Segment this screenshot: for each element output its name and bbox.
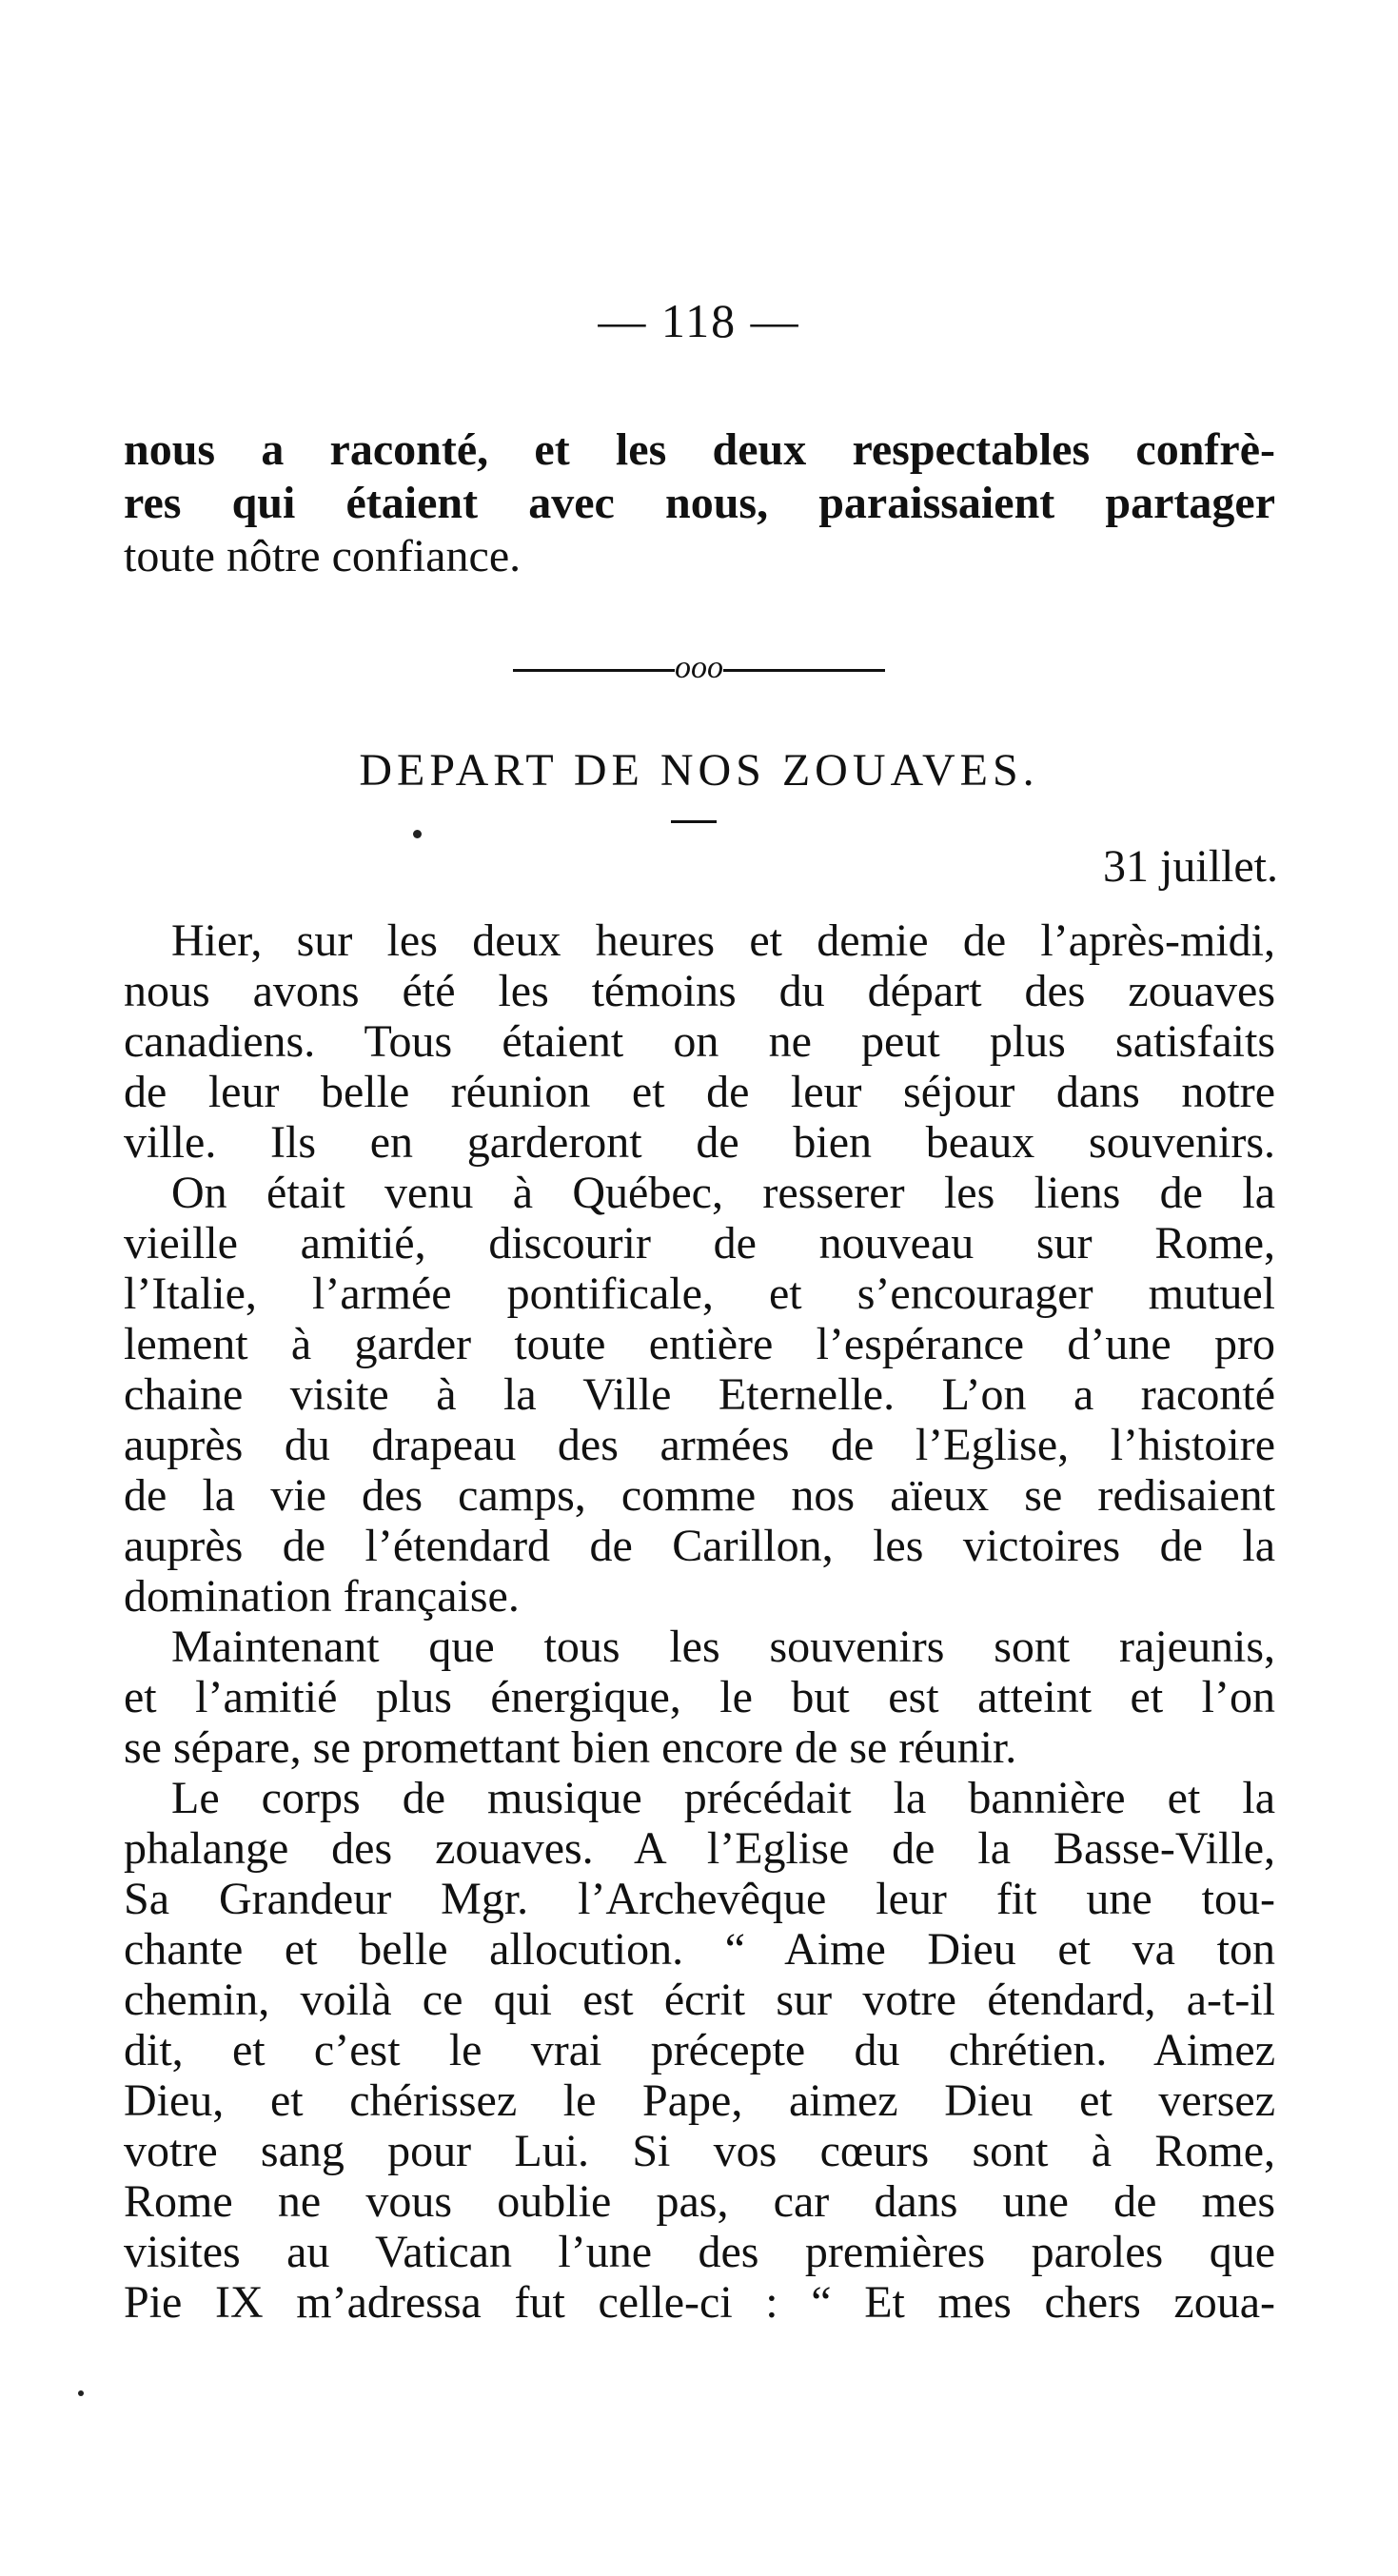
- body-line: chemin, voilà ce qui est écrit sur votre étendard, a-t-il: [124, 1975, 1275, 2025]
- body-line: Sa Grandeur Mgr. l’Archevêque leur fit une tou-: [124, 1874, 1275, 1924]
- body-line: lement à garder toute entière l’espérance d’une pro: [124, 1319, 1275, 1369]
- body-line: On était venu à Québec, resserer les liens de la: [171, 1168, 1275, 1218]
- body-line: chaine visite à la Ville Eternelle. L’on a raconté: [124, 1369, 1275, 1420]
- body-line: vieille amitié, discourir de nouveau sur Rome,: [124, 1218, 1275, 1268]
- opening-line: nous a raconté, et les deux respectables confrè-: [124, 424, 1275, 475]
- body-line: de la vie des camps, comme nos aïeux se redisaient: [124, 1470, 1275, 1521]
- body-line: de leur belle réunion et de leur séjour dans notre: [124, 1067, 1275, 1117]
- body-line: et l’amitié plus énergique, le but est atteint et l’on: [124, 1672, 1275, 1722]
- body-line: Dieu, et chérissez le Pape, aimez Dieu et versez: [124, 2075, 1275, 2126]
- print-speck: [78, 2390, 84, 2396]
- title-underline: [671, 820, 717, 823]
- entry-date: 31 juillet.: [1103, 841, 1278, 892]
- print-speck: [413, 830, 422, 838]
- opening-line: res qui étaient avec nous, paraissaient partager: [124, 478, 1275, 528]
- body-line: l’Italie, l’armée pontificale, et s’encourager mutuel: [124, 1268, 1275, 1319]
- body-line: domination française.: [124, 1571, 520, 1622]
- body-line: Le corps de musique précédait la bannière et la: [171, 1773, 1275, 1823]
- body-line: votre sang pour Lui. Si vos cœurs sont à Rome,: [124, 2126, 1275, 2176]
- body-line: chante et belle allocution. “ Aime Dieu et va ton: [124, 1924, 1275, 1975]
- body-line: se sépare, se promettant bien encore de se réunir.: [124, 1722, 1017, 1773]
- separator-rule-right: [723, 669, 885, 672]
- body-line: Maintenant que tous les souvenirs sont rajeunis,: [171, 1622, 1275, 1672]
- body-line: Hier, sur les deux heures et demie de l’après-midi,: [171, 915, 1275, 966]
- body-line: ville. Ils en garderont de bien beaux souvenirs.: [124, 1117, 1275, 1168]
- body-line: auprès du drapeau des armées de l’Eglise, l’histoire: [124, 1420, 1275, 1470]
- body-line: phalange des zouaves. A l’Eglise de la Basse-Ville,: [124, 1823, 1275, 1874]
- body-line: dit, et c’est le vrai précepte du chrétien. Aimez: [124, 2025, 1275, 2075]
- section-separator: [0, 650, 1398, 686]
- separator-ornament: ooo: [675, 650, 723, 685]
- body-line: Pie IX m’adressa fut celle-ci : “ Et mes chers zoua-: [124, 2277, 1275, 2328]
- body-line: visites au Vatican l’une des premières paroles que: [124, 2227, 1275, 2277]
- opening-line: toute nôtre confiance.: [124, 531, 522, 581]
- body-line: Rome ne vous oublie pas, car dans une de mes: [124, 2176, 1275, 2227]
- page-number: — 118 —: [598, 294, 800, 347]
- body-line: nous avons été les témoins du départ des zouaves: [124, 966, 1275, 1016]
- separator-rule-left: [513, 669, 675, 672]
- body-line: canadiens. Tous étaient on ne peut plus satisfaits: [124, 1016, 1275, 1067]
- body-line: auprès de l’étendard de Carillon, les victoires de la: [124, 1521, 1275, 1571]
- section-title: DEPART DE NOS ZOUAVES.: [359, 745, 1039, 796]
